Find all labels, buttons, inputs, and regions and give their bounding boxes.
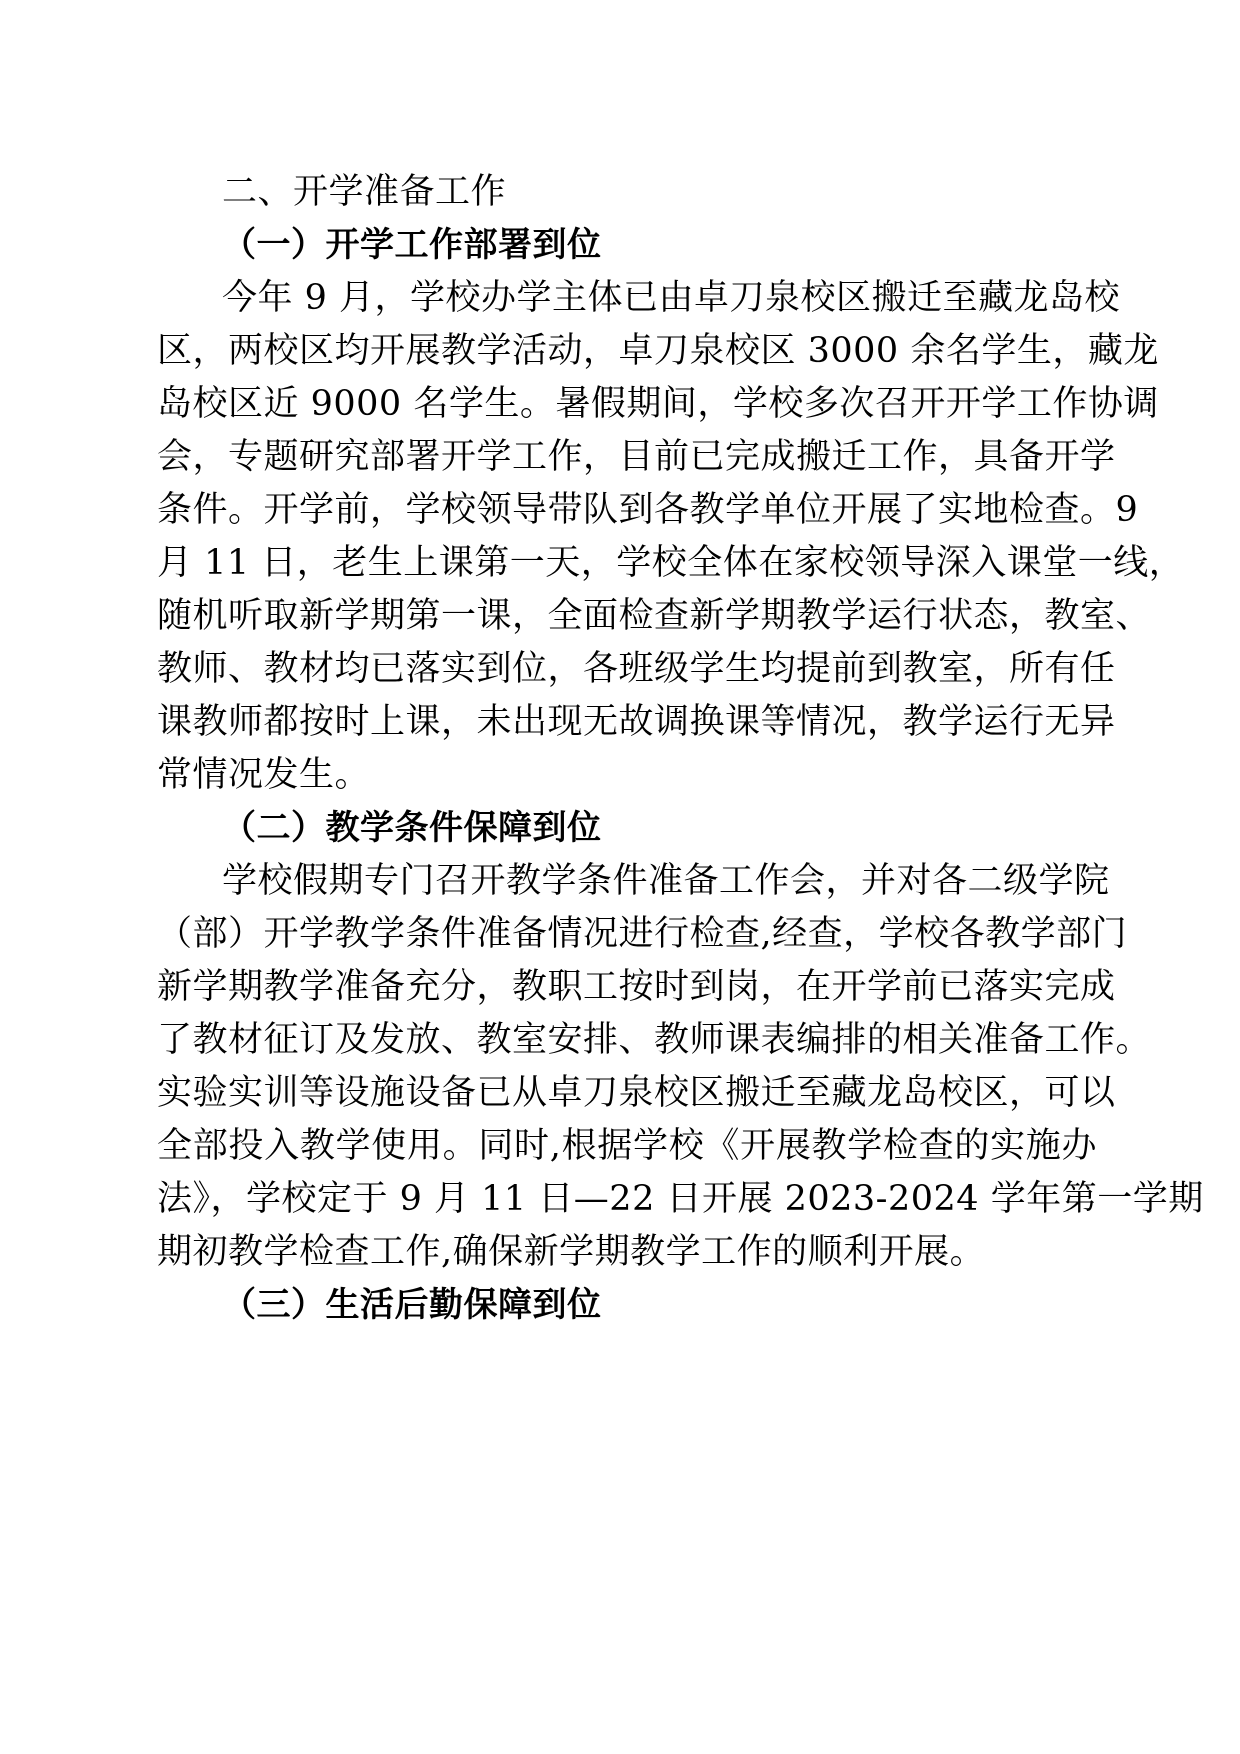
subsection-title-3: （三）生活后勤保障到位 xyxy=(222,1285,602,1325)
paragraph-1-line-9: 课教师都按时上课，未出现无故调换课等情况，教学运行无异 xyxy=(157,702,1116,742)
paragraph-2-line-4: 了教材征订及发放、教室安排、教师课表编排的相关准备工作。 xyxy=(157,1020,1152,1060)
paragraph-1-line-3: 岛校区近 9000 名学生。暑假期间，学校多次召开开学工作协调 xyxy=(157,384,1159,424)
paragraph-1-line-7: 随机听取新学期第一课，全面检查新学期教学运行状态，教室、 xyxy=(157,596,1152,636)
subsection-title-2: （二）教学条件保障到位 xyxy=(222,808,602,848)
paragraph-2-line-7: 法》，学校定于 9 月 11 日—22 日开展 2023-2024 学年第一学期 xyxy=(157,1179,1204,1219)
paragraph-1-line-6: 月 11 日，老生上课第一天，学校全体在家校领导深入课堂一线， xyxy=(157,543,1185,583)
paragraph-2-line-2: （部）开学教学条件准备情况进行检查,经查，学校各教学部门 xyxy=(157,914,1128,954)
paragraph-1-line-4: 会，专题研究部署开学工作，目前已完成搬迁工作，具备开学 xyxy=(157,437,1116,477)
paragraph-1-line-5: 条件。开学前，学校领导带队到各教学单位开展了实地检查。9 xyxy=(157,490,1139,530)
paragraph-1-line-2: 区，两校区均开展教学活动，卓刀泉校区 3000 余名学生，藏龙 xyxy=(157,331,1159,371)
paragraph-2-line-6: 全部投入教学使用。同时,根据学校《开展教学检查的实施办 xyxy=(157,1126,1097,1166)
paragraph-1-line-1: 今年 9 月，学校办学主体已由卓刀泉校区搬迁至藏龙岛校 xyxy=(222,278,1121,318)
paragraph-1-line-8: 教师、教材均已落实到位，各班级学生均提前到教室，所有任 xyxy=(157,649,1116,689)
subsection-title-1: （一）开学工作部署到位 xyxy=(222,225,602,265)
paragraph-2-line-1: 学校假期专门召开教学条件准备工作会，并对各二级学院 xyxy=(222,861,1110,901)
paragraph-2-line-8: 期初教学检查工作,确保新学期教学工作的顺利开展。 xyxy=(157,1232,986,1272)
paragraph-2-line-5: 实验实训等设施设备已从卓刀泉校区搬迁至藏龙岛校区，可以 xyxy=(157,1073,1116,1113)
paragraph-2-line-3: 新学期教学准备充分，教职工按时到岗，在开学前已落实完成 xyxy=(157,967,1116,1007)
section-heading: 二、开学准备工作 xyxy=(222,172,507,212)
paragraph-1-line-10: 常情况发生。 xyxy=(157,755,371,795)
